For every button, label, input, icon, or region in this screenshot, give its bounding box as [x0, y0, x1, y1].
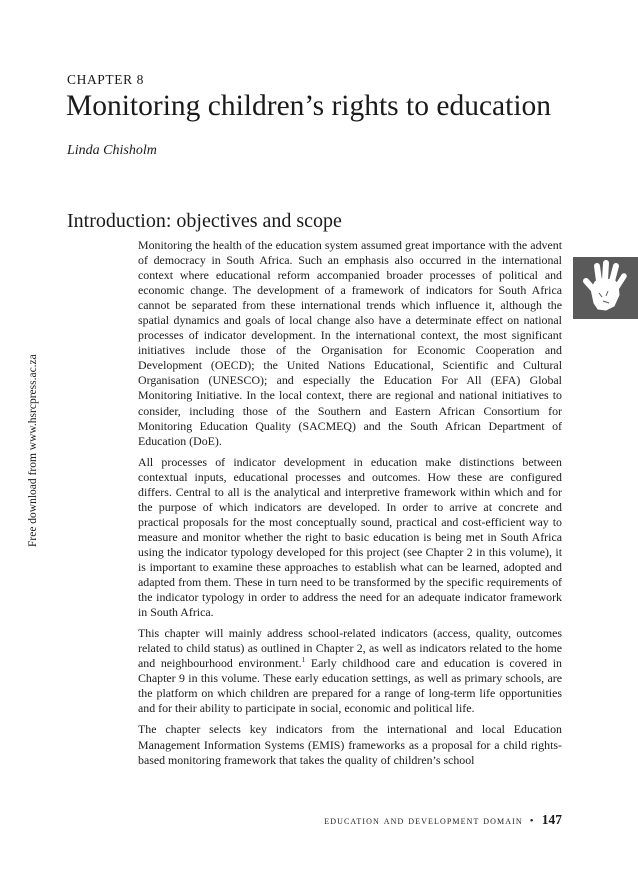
thumb-tab: [573, 257, 638, 319]
paragraph-3-part-1: This chapter will mainly address school-related indicators (access, quality, outcomes related to child status) as outlined in Chapter 2, as well as indicators related to the home and neighbourhood environment.: [138, 626, 562, 671]
chapter-title: Monitoring children’s rights to education: [66, 90, 552, 122]
hand-icon: [573, 257, 638, 319]
body-text: [138, 238, 562, 774]
paragraph-3-part-2: Early childhood care and education is covered in Chapter 9 in this volume. These early education settings, as well as primary schools, are the platform on which children are prepared for a range of long-term life opportunities and for their ability to participate in social, economic and political life.: [138, 656, 562, 716]
paragraph-4: The chapter selects key indicators from the international and local Education Management Information Systems (EMIS) frameworks as a proposal for a child rights-based monitoring framework that takes the quality of children’s school: [138, 722, 562, 767]
footer-domain: education and development domain: [324, 815, 523, 827]
page-footer: [324, 812, 562, 828]
paragraph-2: All processes of indicator development in education make distinctions between contextual inputs, educational processes and outcomes. How these are configured differs. Central to all is the analytical and interpretive framework within which and for the purpose of which indicators are developed. In order to arrive at concrete and practical proposals for the most conceptually sound, practical and cost-efficient way to measure and monitor whether the right to basic education is being met in South Africa using the indicator typology developed for this project (see Chapter 2 in this volume), it is important to examine these approaches to establish what can be learned, adopted and adapted from them. These in turn need to be transformed by the specific requirements of the indicator typology in order to address the need for an adequate indicator framework in South Africa.: [138, 454, 562, 620]
chapter-label: CHAPTER 8: [67, 72, 145, 87]
chapter-author: Linda Chisholm: [67, 143, 157, 158]
footnote-marker: 1: [301, 656, 306, 665]
paragraph-1: Monitoring the health of the education system assumed great importance with the advent of democracy in South Africa. Such an emphasis also occurred in the international context where educational reform accompanied broader processes of political and economic change. The development of a framework of indicators for South Africa cannot be separated from these international trends which influence it, although the spatial dynamics and goals of local change also have a determinate effect on national processes of indicator development. In the international context, the most significant initiatives include those of the Organisation for Economic Cooperation and Development (OECD); the United Nations Educational, Scientific and Cultural Organisation (UNESCO); and especially the Education For All (EFA) Global Monitoring Initiative. In the local context, there are regional and national initiatives to consider, including those of the Southern and Eastern African Consortium for Monitoring Education Quality (SACMEQ) and the South African Department of Education (DoE).: [138, 238, 562, 448]
section-heading: Introduction: objectives and scope: [67, 210, 342, 232]
footer-separator: •: [529, 815, 535, 827]
page-number: 147: [541, 812, 562, 827]
side-download-link[interactable]: Free download from www.hsrcpress.ac.za: [27, 354, 39, 547]
paragraph-3: [138, 626, 562, 716]
